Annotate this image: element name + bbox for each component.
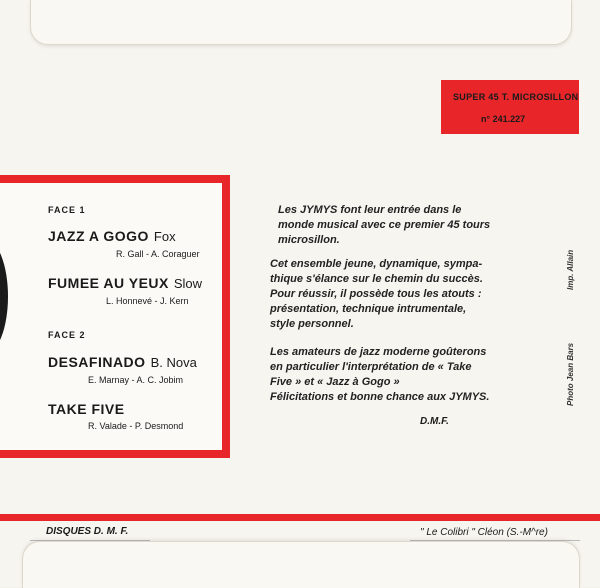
liner-line: Félicitations et bonne chance aux JYMYS. [270,391,490,403]
track-3-credits: E. Marnay - A. C. Jobim [88,375,184,385]
track-1-title [48,228,176,244]
track-3-genre: B. Nova [150,355,197,370]
liner-signature: D.M.F. [420,416,449,427]
track-4-credits: R. Valade - P. Desmond [88,421,184,431]
printer-credit: Imp. Allain [566,249,575,290]
catalog-number: n° 241.227 [481,114,526,124]
track-1-credits: R. Gall - A. Coraguer [116,249,200,259]
track-4-title-text: TAKE FIVE [48,401,125,417]
track-2-credits: L. Honnevé - J. Kern [106,296,189,306]
track-1-genre: Fox [153,229,176,244]
publisher-name: DISQUES D. M. F. [46,526,129,537]
format-badge [441,80,579,134]
liner-line: Les amateurs de jazz moderne goûterons [270,346,487,358]
liner-line: Pour réussir, il possède tous les atouts : [270,288,482,300]
vinyl-disc-edge [0,239,8,354]
face-1-heading: FACE 1 [48,205,86,215]
track-3-title-text: DESAFINADO [48,354,146,370]
format-label: SUPER 45 T. MICROSILLON [453,92,579,102]
track-3-title [48,354,197,370]
liner-line: monde musical avec ce premier 45 tours [278,219,491,231]
liner-notes-paragraph-3 [270,345,489,405]
track-label-panel [0,175,230,458]
liner-line: Les JYMYS font leur entrée dans le [278,204,462,216]
track-2-title-text: FUMEE AU YEUX [48,275,169,291]
liner-line: microsillon. [278,234,340,246]
liner-notes-paragraph-2 [270,257,483,332]
printer-address: " Le Colibri " Cléon (S.-M^re) [420,527,548,538]
sleeve-bottom-flap [22,541,580,588]
photo-credit: Photo Jean Bars [566,342,575,406]
liner-line: thique s'élance sur le chemin du succès. [270,273,483,285]
face-2-heading: FACE 2 [48,330,86,340]
track-1-title-text: JAZZ A GOGO [48,228,149,244]
liner-line: en particulier l'interprétation de « Take [270,361,472,373]
track-4-title [48,401,125,417]
liner-line: Five » et « Jazz à Gogo » [270,376,400,388]
liner-notes-paragraph-1 [278,203,490,248]
bottom-red-stripe [0,514,600,521]
liner-line: présentation, technique intrumentale, [270,303,467,315]
liner-line: Cet ensemble jeune, dynamique, sympa- [270,258,483,270]
track-2-genre: Slow [173,276,203,291]
liner-line: style personnel. [270,318,354,330]
track-label-inner [0,183,222,450]
sleeve-top-flap [30,0,572,45]
track-2-title [48,275,202,291]
